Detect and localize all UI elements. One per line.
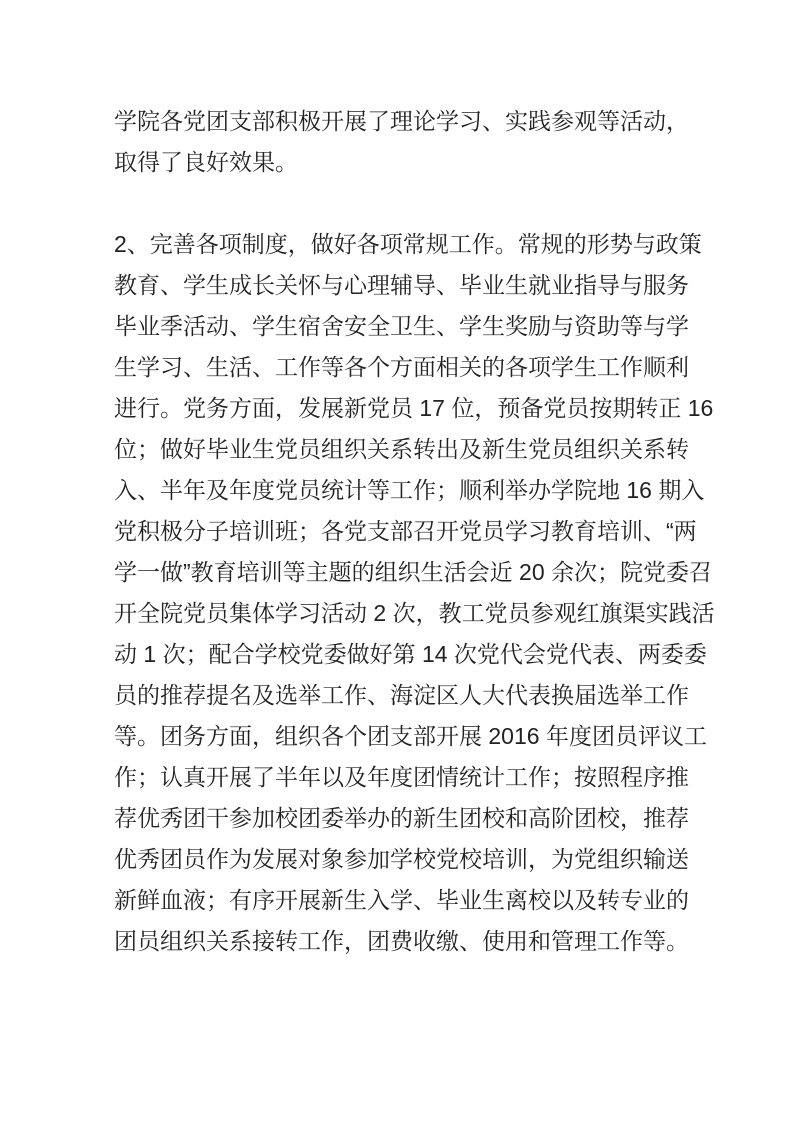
text-line: 教育、学生成长关怀与心理辅导、毕业生就业指导与服务 bbox=[114, 272, 689, 298]
text-line: 位；做好毕业生党员组织关系转出及新生党员组织关系转 bbox=[114, 436, 689, 462]
text-line: 等。团务方面，组织各个团支部开展 2016 年度团员评议工 bbox=[114, 723, 707, 749]
paragraph bbox=[114, 224, 715, 962]
text-line: 取得了良好效果。 bbox=[114, 149, 298, 175]
text-line: 入、半年及年度党员统计等工作；顺利举办学院地 16 期入 bbox=[114, 477, 705, 503]
text-line: 党积极分子培训班；各党支部召开党员学习教育培训、“两 bbox=[114, 518, 697, 544]
paragraph bbox=[114, 101, 689, 183]
text-line: 优秀团员作为发展对象参加学校党校培训，为党组织输送 bbox=[114, 846, 689, 872]
text-line: 2、完善各项制度，做好各项常规工作。常规的形势与政策 bbox=[114, 231, 702, 257]
text-line: 生学习、生活、工作等各个方面相关的各项学生工作顺利 bbox=[114, 354, 689, 380]
text-line: 作；认真开展了半年以及年度团情统计工作；按照程序推 bbox=[114, 764, 689, 790]
text-line: 新鲜血液；有序开展新生入学、毕业生离校以及转专业的 bbox=[114, 887, 689, 913]
text-line: 开全院党员集体学习活动 2 次，教工党员参观红旗渠实践活 bbox=[114, 600, 715, 626]
text-line: 员的推荐提名及选举工作、海淀区人大代表换届选举工作 bbox=[114, 682, 689, 708]
text-line: 动 1 次；配合学校党委做好第 14 次党代会党代表、两委委 bbox=[114, 641, 707, 667]
text-line: 毕业季活动、学生宿舍安全卫生、学生奖励与资助等与学 bbox=[114, 313, 689, 339]
text-line: 荐优秀团干参加校团委举办的新生团校和高阶团校，推荐 bbox=[114, 805, 689, 831]
text-line: 学院各党团支部积极开展了理论学习、实践参观等活动， bbox=[114, 108, 689, 134]
text-line: 学一做”教育培训等主题的组织生活会近 20 余次；院党委召 bbox=[114, 559, 713, 585]
text-line: 进行。党务方面，发展新党员 17 位，预备党员按期转正 16 bbox=[114, 395, 714, 421]
text-line: 团员组织关系接转工作，团费收缴、使用和管理工作等。 bbox=[114, 928, 689, 954]
